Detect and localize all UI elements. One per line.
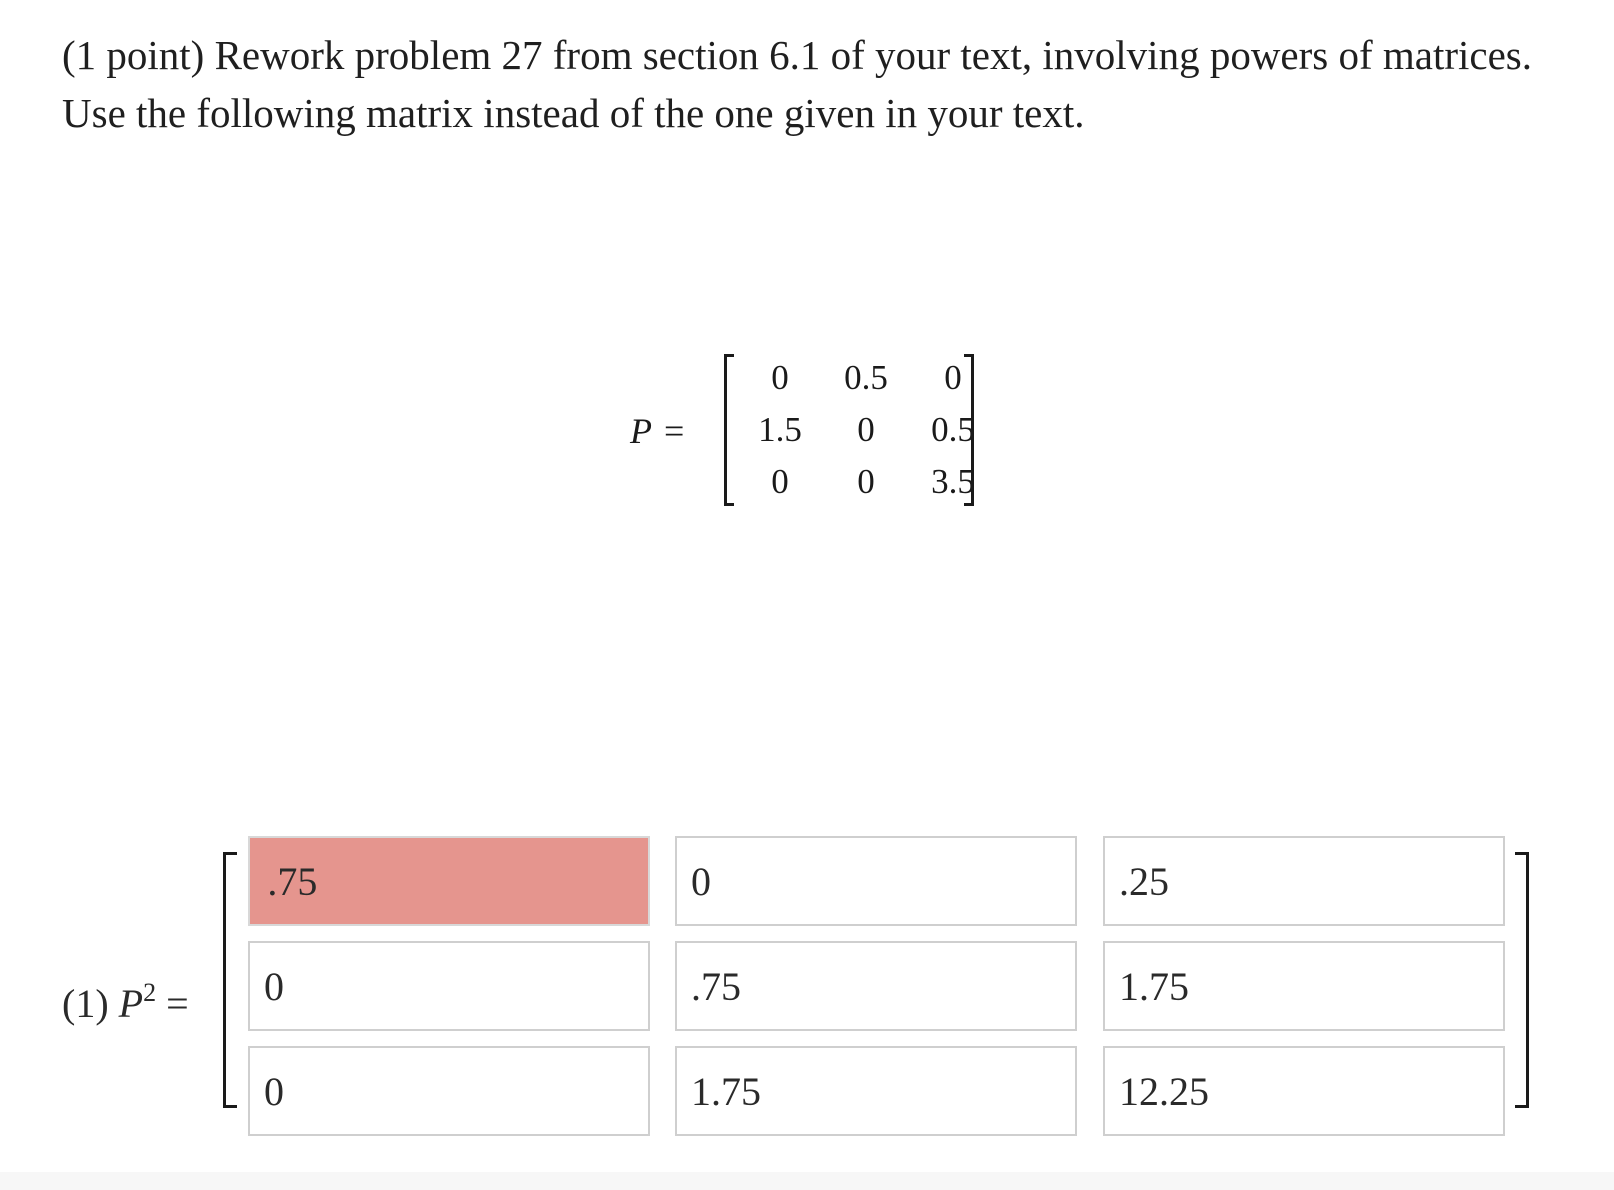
answer-variable: P [118,981,144,1026]
equals-sign: = [166,981,189,1026]
matrix-cell: 0.5 [931,410,975,449]
matrix-cell: 1.5 [758,410,802,449]
answer-input-r1c1[interactable] [248,836,650,926]
right-bracket [964,354,974,506]
matrix-cell: 0 [771,462,789,501]
answer-input-r2c1[interactable] [248,941,650,1031]
answer-right-bracket [1515,852,1529,1108]
answer-left-bracket [223,852,237,1108]
matrix-cell: 3.5 [931,462,975,501]
problem-line-2: Use the following matrix instead of the one given in your text. [62,90,1085,136]
exponent: 2 [143,978,157,1007]
answer-input-r2c3[interactable] [1103,941,1505,1031]
matrix-cell: 0 [857,462,875,501]
part-number: (1) [62,981,109,1026]
answer-input-r1c3[interactable] [1103,836,1505,926]
left-bracket [724,354,734,506]
answer-input-r3c2[interactable] [675,1046,1077,1136]
given-matrix-lhs [630,410,684,452]
answer-input-r3c1[interactable] [248,1046,650,1136]
answer-label [62,978,189,1027]
answer-input-r3c3[interactable] [1103,1046,1505,1136]
problem-line-1: (1 point) Rework problem 27 from section 6.1 of your text, involving powers of matrices. [62,32,1533,78]
answer-input-r1c2[interactable] [675,836,1077,926]
matrix-cell: 0 [771,358,789,397]
equals-sign: = [664,411,685,451]
problem-statement [62,26,1562,142]
matrix-cell: 0 [857,410,875,449]
matrix-cell: 0.5 [844,358,888,397]
answer-input-r2c2[interactable] [675,941,1077,1031]
matrix-cell: 0 [944,358,962,397]
matrix-variable: P [630,411,652,451]
